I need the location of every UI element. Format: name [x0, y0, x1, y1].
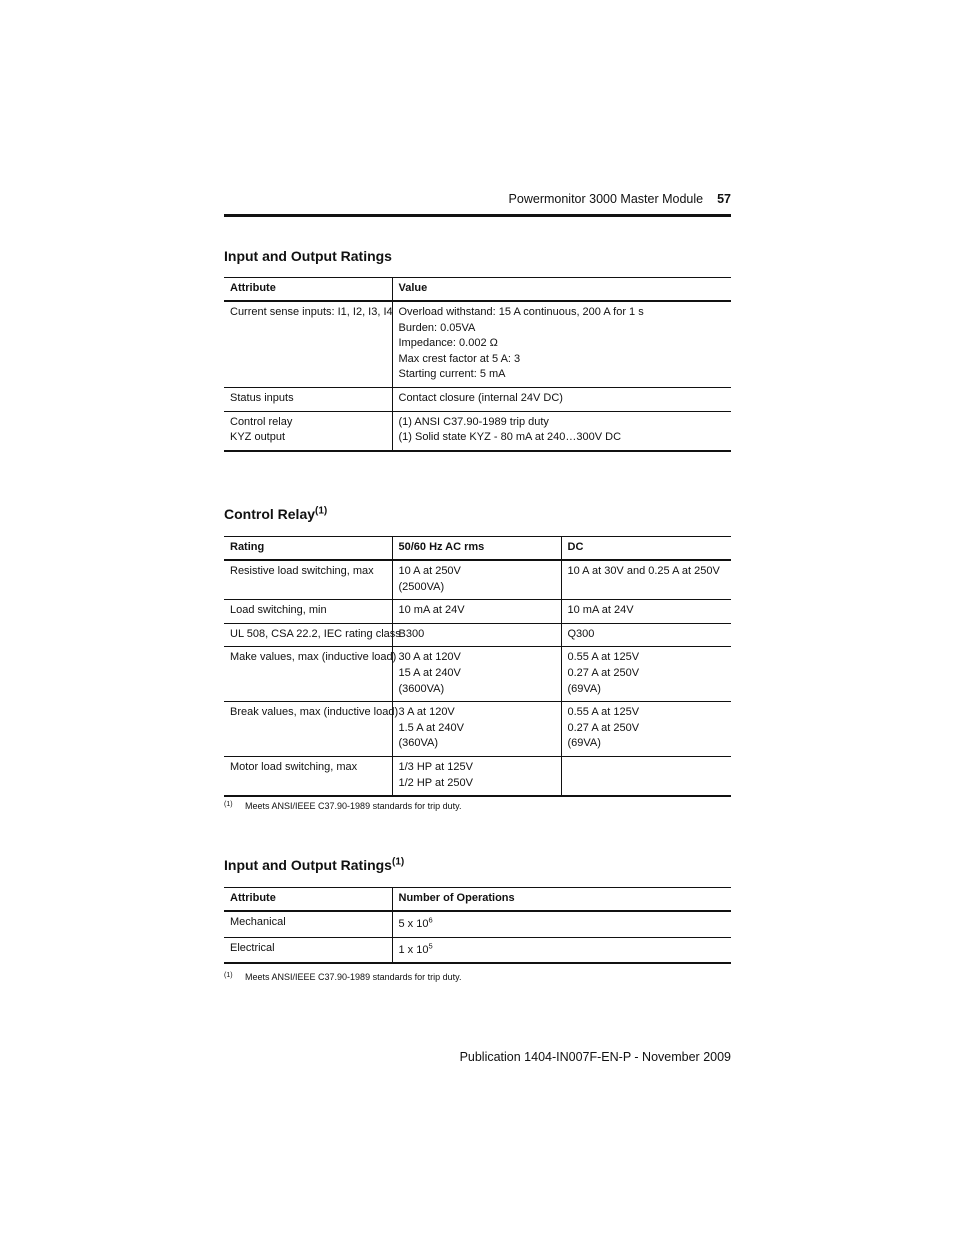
cell-line: KYZ output: [230, 431, 286, 444]
table-header-row: [224, 278, 731, 302]
cell-line: Overload withstand: 15 A continuous, 200 A for 1 s: [398, 306, 644, 318]
rating-cell: [224, 560, 392, 600]
io-ratings-ops-title-text: Input and Output Ratings: [224, 857, 392, 873]
column-header-attribute: Attribute: [224, 888, 392, 912]
page-number: 57: [717, 192, 731, 206]
rating-cell: [224, 600, 392, 624]
table-header-row: [224, 888, 731, 912]
cell-line: Q300: [567, 627, 595, 640]
cell-line: (2500VA): [398, 580, 445, 593]
column-header-ac: 50/60 Hz AC rms: [392, 537, 561, 561]
operations-exponent: 5: [428, 940, 433, 950]
cell-line: (69VA): [567, 682, 601, 695]
cell-line: (1) ANSI C37.90-1989 trip duty: [398, 415, 549, 428]
cell-line: 0.55 A at 125V: [567, 651, 640, 664]
cell-line: (69VA): [567, 737, 601, 750]
operations-cell: [392, 911, 731, 937]
cell-line: (3600VA): [398, 682, 445, 695]
control-relay-footnote: [224, 801, 461, 811]
ac-cell: [392, 623, 561, 647]
value-cell: [392, 387, 731, 411]
dc-cell: [561, 623, 731, 647]
ac-cell: [392, 756, 561, 796]
cell-line: Starting current: 5 mA: [398, 368, 506, 381]
table-row: [224, 623, 731, 647]
header-rule: [224, 214, 731, 217]
footnote-text: Meets ANSI/IEEE C37.90-1989 standards for trip duty.: [245, 972, 462, 982]
cell-line: Break values, max (inductive load): [230, 706, 399, 719]
ac-cell: [392, 702, 561, 757]
column-header-rating: Rating: [224, 537, 392, 561]
cell-line: UL 508, CSA 22.2, IEC rating class: [230, 627, 401, 640]
rating-cell: [224, 623, 401, 647]
column-header-value: Value: [392, 278, 731, 302]
table-row: [224, 600, 731, 624]
column-header-attribute: Attribute: [224, 278, 392, 302]
io-ratings-ops-title: [224, 857, 404, 873]
column-header-operations: Number of Operations: [392, 888, 731, 912]
table-row: [224, 647, 731, 702]
table-header-row: [224, 537, 731, 561]
rating-cell: [224, 702, 399, 757]
cell-line: 10 A at 250V: [398, 565, 461, 577]
dc-cell: [561, 600, 731, 624]
cell-line: Electrical: [230, 941, 275, 954]
table-row: [224, 411, 731, 451]
cell-line: 0.55 A at 125V: [567, 706, 640, 719]
attribute-cell: [224, 937, 392, 963]
table-row: [224, 387, 731, 411]
operations-cell: [392, 937, 731, 963]
cell-line: 10 mA at 24V: [398, 604, 465, 617]
control-relay-title: [224, 506, 327, 522]
publication-footer: Publication 1404-IN007F-EN-P - November 2009: [459, 1050, 731, 1064]
footnote-mark: (1): [224, 801, 233, 808]
column-header-dc: DC: [561, 537, 731, 561]
attribute-cell: [224, 911, 392, 937]
footnote-reference: (1): [315, 505, 328, 517]
value-cell: [392, 301, 731, 387]
cell-line: Load switching, min: [230, 604, 327, 617]
cell-line: 1.5 A at 240V: [398, 721, 464, 734]
cell-line: 10 mA at 24V: [567, 604, 634, 617]
footnote-mark: (1): [224, 972, 233, 979]
table-row: [224, 937, 731, 963]
cell-line: Motor load switching, max: [230, 760, 358, 773]
table-row: [224, 756, 731, 796]
table-row: [224, 301, 731, 387]
dc-cell: [561, 560, 731, 600]
cell-line: (1) Solid state KYZ - 80 mA at 240…300V DC: [398, 431, 622, 444]
control-relay-title-text: Control Relay: [224, 506, 316, 522]
cell-line: 0.27 A at 250V: [567, 721, 640, 734]
cell-line: 10 A at 30V and 0.25 A at 250V: [567, 565, 720, 577]
running-header: [224, 192, 731, 210]
rating-cell: [224, 756, 392, 796]
cell-line: Resistive load switching, max: [230, 565, 374, 577]
cell-line: Current sense inputs: I1, I2, I3, I4: [230, 306, 393, 318]
footnote-text: Meets ANSI/IEEE C37.90-1989 standards for trip duty.: [245, 801, 462, 811]
cell-line: Control relay: [230, 415, 293, 428]
io-ratings-table: [224, 277, 731, 452]
table-row: [224, 911, 731, 937]
attribute-cell: [224, 301, 392, 387]
control-relay-table: [224, 536, 731, 797]
cell-line: Mechanical: [230, 916, 286, 928]
attribute-cell: [224, 411, 392, 451]
document-title: Powermonitor 3000 Master Module: [508, 192, 704, 206]
operations-base: 5 x 10: [398, 918, 429, 930]
value-cell: [392, 411, 731, 451]
operations-base: 1 x 10: [398, 943, 429, 956]
cell-line: 30 A at 120V: [398, 651, 461, 664]
cell-line: B300: [398, 627, 425, 640]
cell-line: 3 A at 120V: [398, 706, 455, 719]
io-ratings-ops-footnote: [224, 972, 461, 982]
cell-line: Max crest factor at 5 A: 3: [398, 352, 521, 365]
io-ratings-title: [224, 248, 392, 264]
cell-line: Make values, max (inductive load): [230, 651, 397, 664]
ac-cell: [392, 600, 561, 624]
dc-cell: [561, 756, 731, 796]
cell-line: (360VA): [398, 737, 439, 750]
cell-line: Contact closure (internal 24V DC): [398, 391, 563, 404]
dc-cell: [561, 702, 731, 757]
table-row: [224, 560, 731, 600]
io-ratings-ops-table: [224, 887, 731, 964]
cell-line: 0.27 A at 250V: [567, 666, 640, 679]
cell-line: Impedance: 0.002 Ω: [398, 337, 498, 350]
ac-cell: [392, 647, 561, 702]
cell-line: Burden: 0.05VA: [398, 321, 476, 334]
rating-cell: [224, 647, 397, 702]
table-row: [224, 702, 731, 757]
cell-line: 1/3 HP at 125V: [398, 760, 473, 773]
io-ratings-title-text: Input and Output Ratings: [224, 248, 392, 264]
operations-exponent: 6: [428, 915, 433, 925]
ac-cell: [392, 560, 561, 600]
cell-line: 1/2 HP at 250V: [398, 776, 473, 789]
dc-cell: [561, 647, 731, 702]
cell-line: Status inputs: [230, 391, 294, 404]
attribute-cell: [224, 387, 392, 411]
footnote-reference: (1): [391, 856, 405, 868]
cell-line: 15 A at 240V: [398, 666, 461, 679]
